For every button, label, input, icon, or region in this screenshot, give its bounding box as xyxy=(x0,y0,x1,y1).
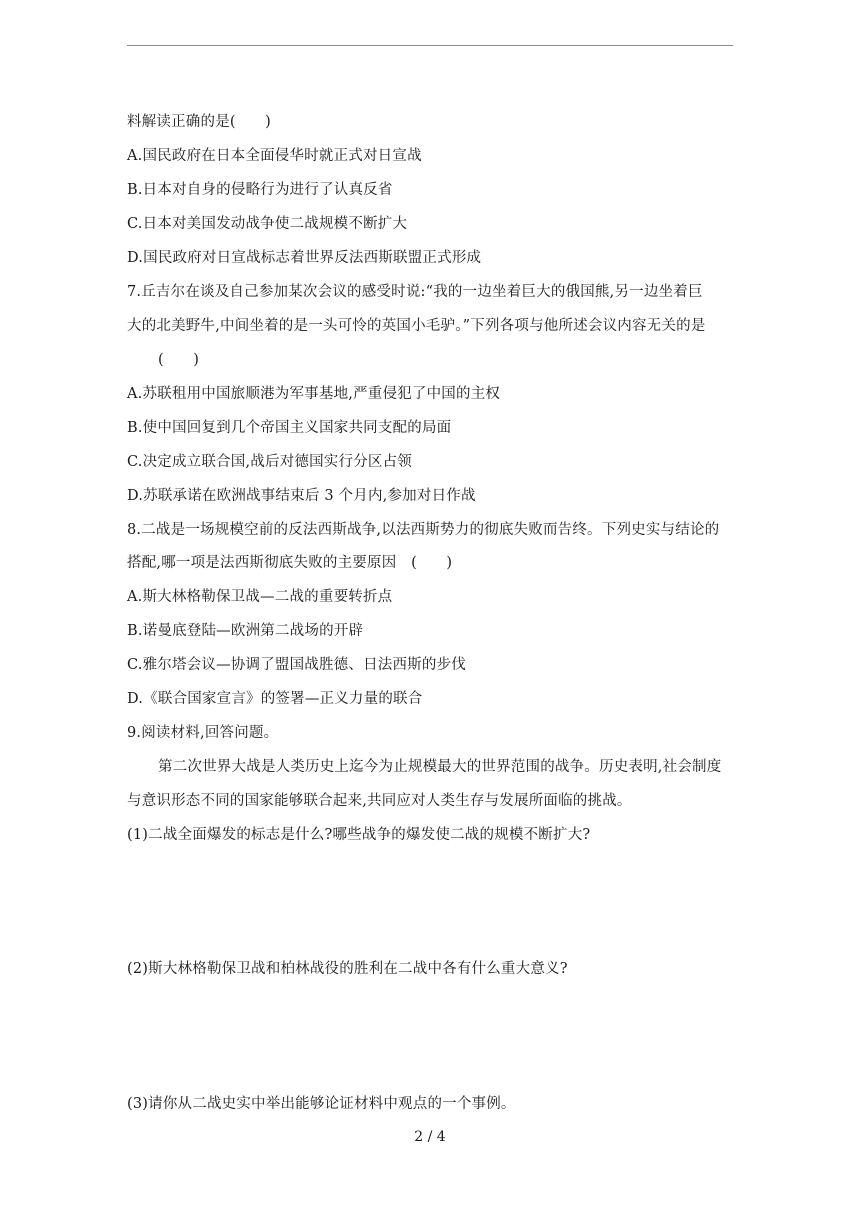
q7-option-a: A.苏联租用中国旅顺港为军事基地,严重侵犯了中国的主权 xyxy=(127,386,501,402)
header-rule xyxy=(127,45,733,46)
q7-option-b: B.使中国回复到几个帝国主义国家共同支配的局面 xyxy=(127,420,452,436)
q9-sub-question-1: (1)二战全面爆发的标志是什么?哪些战争的爆发使二战的规模不断扩大? xyxy=(127,827,591,843)
q6-option-d: D.国民政府对日宣战标志着世界反法西斯联盟正式形成 xyxy=(127,250,482,266)
q9-sub-question-2: (2)斯大林格勒保卫战和柏林战役的胜利在二战中各有什么重大意义? xyxy=(127,961,568,977)
page-number: 2 / 4 xyxy=(414,1129,446,1145)
q8-option-c: C.雅尔塔会议—协调了盟国战胜德、日法西斯的步伐 xyxy=(127,657,466,673)
q6-option-a: A.国民政府在日本全面侵华时就正式对日宣战 xyxy=(127,148,422,164)
q6-stem-tail: 料解读正确的是( ) xyxy=(127,114,272,130)
q9-sub-question-3: (3)请你从二战史实中举出能够论证材料中观点的一个事例。 xyxy=(127,1096,516,1112)
q7-stem-line-1: 7.丘吉尔在谈及自己参加某次会议的感受时说:“我的一边坐着巨大的俄国熊,另一边坐着巨 xyxy=(127,284,703,300)
q7-answer-bracket: ( ) xyxy=(158,352,200,368)
q6-option-b: B.日本对自身的侵略行为进行了认真反省 xyxy=(127,182,393,198)
q9-material-line-1: 第二次世界大战是人类历史上迄今为止规模最大的世界范围的战争。历史表明,社会制度 xyxy=(158,759,722,775)
q9-stem: 9.阅读材料,回答问题。 xyxy=(127,725,279,741)
q8-stem-line-1: 8.二战是一场规模空前的反法西斯战争,以法西斯势力的彻底失败而告终。下列史实与结论的 xyxy=(127,522,720,538)
q7-option-c: C.决定成立联合国,战后对德国实行分区占领 xyxy=(127,454,412,470)
q7-option-d: D.苏联承诺在欧洲战事结束后 3 个月内,参加对日作战 xyxy=(127,488,476,504)
q8-option-b: B.诺曼底登陆—欧洲第二战场的开辟 xyxy=(127,623,364,639)
q8-option-a: A.斯大林格勒保卫战—二战的重要转折点 xyxy=(127,589,393,605)
q9-material-line-2: 与意识形态不同的国家能够联合起来,共同应对人类生存与发展所面临的挑战。 xyxy=(127,793,632,809)
q8-stem-line-2: 搭配,哪一项是法西斯彻底失败的主要原因 ( ) xyxy=(127,555,453,571)
q6-option-c: C.日本对美国发动战争使二战规模不断扩大 xyxy=(127,216,408,232)
q7-stem-line-2: 大的北美野牛,中间坐着的是一头可怜的英国小毛驴。”下列各项与他所述会议内容无关的是 xyxy=(127,318,706,334)
q8-option-d: D.《联合国家宣言》的签署—正义力量的联合 xyxy=(127,691,423,707)
